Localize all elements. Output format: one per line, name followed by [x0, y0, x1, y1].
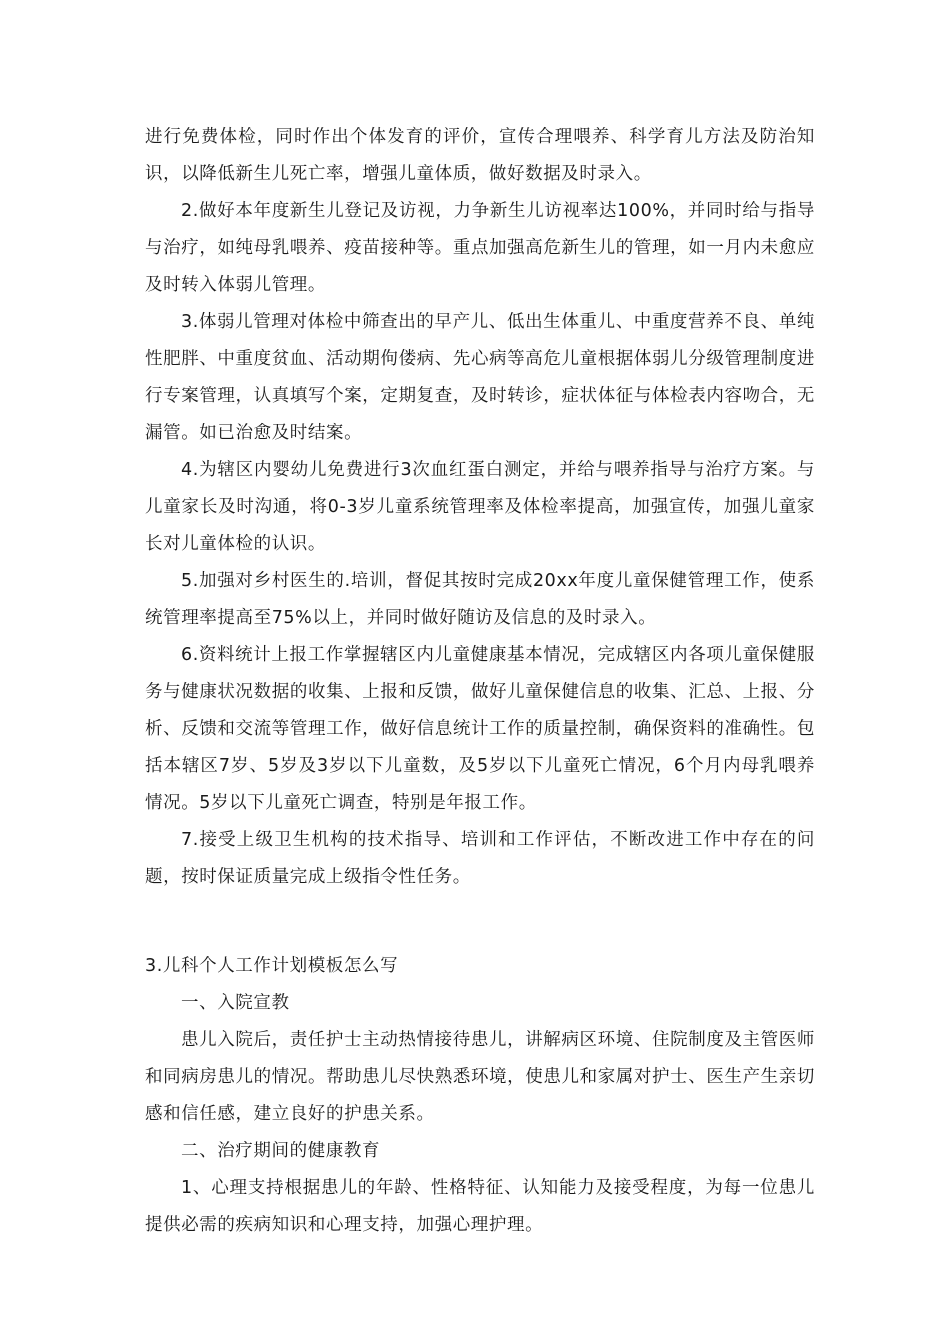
section-spacer [145, 896, 815, 932]
paragraph-checkup-continuation: 进行免费体检，同时作出个体发育的评价，宣传合理喂养、科学育儿方法及防治知识，以降低新生儿死亡率，增强儿童体质，做好数据及时录入。 [145, 127, 815, 184]
paragraph-item-3: 3.体弱儿管理对体检中筛查出的早产儿、低出生体重儿、中重度营养不良、单纯性肥胖、中重度贫血、活动期佝偻病、先心病等高危儿童根据体弱儿分级管理制度进行专案管理，认真填写个案，定期复查，及时转诊，症状体征与体检表内容吻合，无漏管。如已治愈及时结案。 [145, 312, 815, 443]
paragraph-item-4: 4.为辖区内婴幼儿免费进行3次血红蛋白测定，并给与喂养指导与治疗方案。与儿童家长及时沟通，将0-3岁儿童系统管理率及体检率提高，加强宣传，加强儿童家长对儿童体检的认识。 [145, 460, 815, 554]
section-title: 3.儿科个人工作计划模板怎么写 [145, 956, 399, 976]
paragraph-psychological-support: 1、心理支持根据患儿的年龄、性格特征、认知能力及接受程度，为每一位患儿提供必需的疾病知识和心理支持，加强心理护理。 [145, 1178, 815, 1235]
paragraph-item-6: 6.资料统计上报工作掌握辖区内儿童健康基本情况，完成辖区内各项儿童保健服务与健康状况数据的收集、上报和反馈，做好儿童保健信息的收集、汇总、上报、分析、反馈和交流等管理工作，做好信息统计工作的质量控制，确保资料的准确性。包括本辖区7岁、5岁及3岁以下儿童数，及5岁以下儿童死亡情况，6个月内母乳喂养情况。5岁以下儿童死亡调查，特别是年报工作。 [145, 645, 815, 813]
document-body [145, 119, 815, 1244]
paragraph-item-2: 2.做好本年度新生儿登记及访视，力争新生儿访视率达100%，并同时给与指导与治疗，如纯母乳喂养、疫苗接种等。重点加强高危新生儿的管理，如一月内未愈应及时转入体弱儿管理。 [145, 201, 815, 295]
paragraph-item-5: 5.加强对乡村医生的.培训，督促其按时完成20xx年度儿童保健管理工作，使系统管理率提高至75%以上，并同时做好随访及信息的及时录入。 [145, 571, 815, 628]
paragraph-item-7: 7.接受上级卫生机构的技术指导、培训和工作评估，不断改进工作中存在的问题，按时保证质量完成上级指令性任务。 [145, 830, 815, 887]
heading-treatment-education: 二、治疗期间的健康教育 [181, 1141, 381, 1161]
paragraph-admission: 患儿入院后，责任护士主动热情接待患儿，讲解病区环境、住院制度及主管医师和同病房患儿的情况。帮助患儿尽快熟悉环境，使患儿和家属对护士、医生产生亲切感和信任感，建立良好的护患关系。 [145, 1030, 815, 1124]
heading-admission: 一、入院宣教 [181, 993, 290, 1013]
